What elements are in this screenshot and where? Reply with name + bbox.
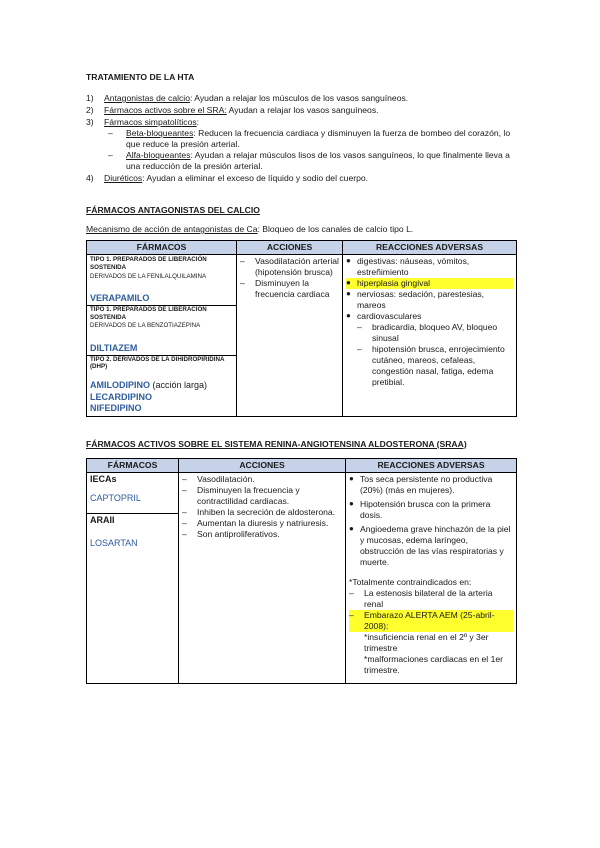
list-item [86,173,516,184]
list-text: : Ayudan a relajar los músculos de los vasos sanguíneos. [190,93,409,103]
adverse-sub-text: bradicardia, bloqueo AV, bloqueo sinusal [372,322,498,343]
list-item: ● digestivas: náuseas, vómitos, estreñimiento [346,256,513,278]
action-text: Inhiben la secreción de aldosterona. [197,506,336,517]
drug-name-captopril: CAPTOPRIL [90,493,141,504]
dash-marker: – [108,150,113,160]
group-divider [87,513,178,514]
adverse-cell [346,472,517,683]
list-item [86,93,516,104]
adverse-text: cardiovasculares [357,311,422,321]
drug-name-verapamilo: VERAPAMILO [90,293,150,304]
treatment-list [86,93,516,184]
list-item: ● cardiovasculares – bradicardia, bloqueo AV, bloqueo sinusal – hipotensión brusca, enrojecimiento cutáneo, mareos, cefaleas, congestión nasal, fatiga, edema pretibial. [346,311,513,388]
action-text: Disminuyen la frecuencia y contractilidad cardiacas. [197,484,300,506]
list-item [86,117,516,172]
mechanism-term: Mecanismo de acción de antagonistas de Ca [86,224,258,234]
column-header-actions: ACCIONES [179,458,346,472]
list-number: 2) [86,105,94,115]
adverse-text: digestivas: náuseas, vómitos, estreñimiento [357,256,470,277]
section-heading-calcium: FÁRMACOS ANTAGONISTAS DEL CALCIO [86,205,260,215]
sub-term: Beta-bloqueantes [126,128,194,138]
drugs-cell [87,255,237,417]
document-page [86,72,516,684]
list-text: : Ayudan a eliminar el exceso de líquido y sodio del cuerpo. [142,173,369,183]
list-term: Antagonistas de calcio [104,93,190,103]
adverse-list [346,256,513,388]
list-item: – bradicardia, bloqueo AV, bloqueo sinusal [357,322,513,344]
actions-cell [179,472,346,683]
list-item-highlighted: ● hiperplasia gingival [346,278,513,289]
list-item: ● Tos seca persistente no productiva (20%) (más en mujeres). [349,474,513,496]
list-number: 3) [86,117,94,127]
adverse-sub-list [357,322,513,388]
mechanism-text [86,224,516,235]
list-text: Ayudan a relajar los vasos sanguíneos. [226,105,379,115]
action-text: Vasodilatación. [197,473,255,484]
table-header-row [87,458,517,472]
adverse-text: Tos seca persistente no productiva (20%) (más en mujeres). [360,473,493,495]
list-item: – hipotensión brusca, enrojecimiento cutáneo, mareos, cefaleas, congestión nasal, fatiga, edema pretibial. [357,344,513,388]
araii-label: ARAII [90,514,115,525]
adverse-text: Angioedema grave hinchazón de la piel y mucosas, edema laríngeo, obstrucción de las vías respiratorias y muerte. [360,523,511,567]
drug-name-diltiazem: DILTIAZEM [90,343,138,354]
list-term: Diuréticos [104,173,143,183]
sub-list [108,128,516,172]
action-text: Aumentan la diuresis y natriuresis. [197,517,329,528]
actions-cell [237,255,343,417]
sub-text: : Reducen la frecuencia cardiaca y disminuyen la fuerza de bombeo del corazón, lo que reduce la presión arterial. [126,128,511,149]
mechanism-desc: : Bloqueo de los canales de calcio tipo L. [257,224,414,234]
column-header-drugs: FÁRMACOS [87,241,237,255]
drug-group-derivative: DERIVADOS DE LA FENILALQUILAMINA [90,272,207,280]
drug-note: (acción larga) [150,380,208,391]
list-item [86,105,516,116]
sub-term: Alfa-bloqueantes [126,150,191,160]
table-row [87,255,517,417]
dash-marker: – [108,128,113,138]
drug-name-lecardipino: LECARDIPINO [90,391,153,402]
list-item: ● nerviosas: sedación, parestesias, mareos [346,289,513,311]
list-item-highlighted: – Embarazo ALERTA AEM (25-abril-2008): [349,610,513,632]
sraa-table [86,458,517,684]
drug-name-nifedipino: NIFEDIPINO [90,403,142,414]
list-item: ● Angioedema grave hinchazón de la piel y mucosas, edema laríngeo, obstrucción de las vías respiratorias y muerte. [349,524,513,568]
adverse-text: hiperplasia gingival [357,278,431,288]
contraindications-title: *Totalmente contraindicados en: [349,576,472,587]
drug-name-losartan: LOSARTAN [90,538,138,549]
table-header-row [87,241,517,255]
adverse-list [349,474,513,568]
drug-group-caption: TIPO 1. PREPARADOS DE LIBERACIÓN SOSTENIDA [90,305,207,321]
ieca-label: IECAs [90,473,117,484]
page-title: TRATAMIENTO DE LA HTA [86,72,195,82]
drug-group-caption: TIPO 1. PREPARADOS DE LIBERACIÓN SOSTENIDA [90,256,207,271]
list-number: 1) [86,93,94,103]
adverse-text: nerviosas: sedación, parestesias, mareos [357,289,485,310]
sub-text: : Ayudan a relajar músculos lisos de los vasos sanguíneos, lo que finalmente lleva a una reducción de la presión arterial. [126,150,510,171]
list-term: Fármacos simpatolíticos [104,117,197,127]
drug-group-caption: TIPO 2. DERIVADOS DE LA DIHIDROPIRIDINA (DHP) [90,355,225,371]
table-row [87,472,517,683]
adverse-cell [343,255,517,417]
column-header-adverse: REACCIONES ADVERSAS [343,241,517,255]
contraindication-text: Embarazo ALERTA AEM (25-abril-2008): [364,609,495,631]
action-text: Son antiproliferativos. [197,528,280,539]
drugs-cell [87,472,179,683]
drug-line [90,380,233,392]
contraindication-note: *insuficiencia renal en el 2º y 3er trimestre [364,631,489,653]
list-item: – Inhiben la secreción de aldosterona. [182,506,336,517]
sub-list-item [108,128,516,150]
list-term: Fármacos activos sobre el SRA: [104,105,227,115]
actions-list [240,256,339,300]
drug-name-amilodipino: AMILODIPINO [90,380,150,391]
list-item: – La estenosis bilateral de la arteria renal [349,588,513,610]
section-heading-sraa: FÁRMACOS ACTIVOS SOBRE EL SISTEMA RENINA-ANGIOTENSINA ALDOSTERONA (SRAA) [86,438,467,449]
list-text: : [196,117,200,127]
column-header-adverse: REACCIONES ADVERSAS [346,458,517,472]
calcium-antagonists-table [86,240,517,417]
contraindication-text: La estenosis bilateral de la arteria renal [364,587,493,609]
adverse-text: Hipotensión brusca con la primera dosis. [360,498,491,520]
list-item: – Vasodilatación arterial (hipotensión brusca) [240,256,339,277]
contraindications-list [349,588,513,632]
adverse-sub-text: hipotensión brusca, enrojecimiento cutáneo, mareos, cefaleas, congestión nasal, fatiga, edema pretibial. [372,344,505,387]
list-item: – Son antiproliferativos. [182,528,280,539]
action-text: Vasodilatación arterial (hipotensión brusca) [255,256,339,277]
column-header-actions: ACCIONES [237,241,343,255]
contraindication-note: *malformaciones cardiacas en el 1er trimestre. [364,653,503,675]
list-item: – Vasodilatación. [182,473,255,484]
list-item: – Disminuyen la frecuencia cardiaca [240,278,339,300]
actions-list [182,474,342,540]
list-number: 4) [86,173,94,183]
list-item: – Disminuyen la frecuencia y contractilidad cardiacas. [182,485,342,507]
sub-list-item [108,150,516,172]
list-item: ● Hipotensión brusca con la primera dosis. [349,499,513,521]
list-item: – Aumentan la diuresis y natriuresis. [182,517,329,528]
column-header-drugs: FÁRMACOS [87,458,179,472]
action-text: Disminuyen la frecuencia cardiaca [255,278,330,299]
drug-group-derivative: DERIVADOS DE LA BENZOTIAZEPINA [90,322,201,330]
